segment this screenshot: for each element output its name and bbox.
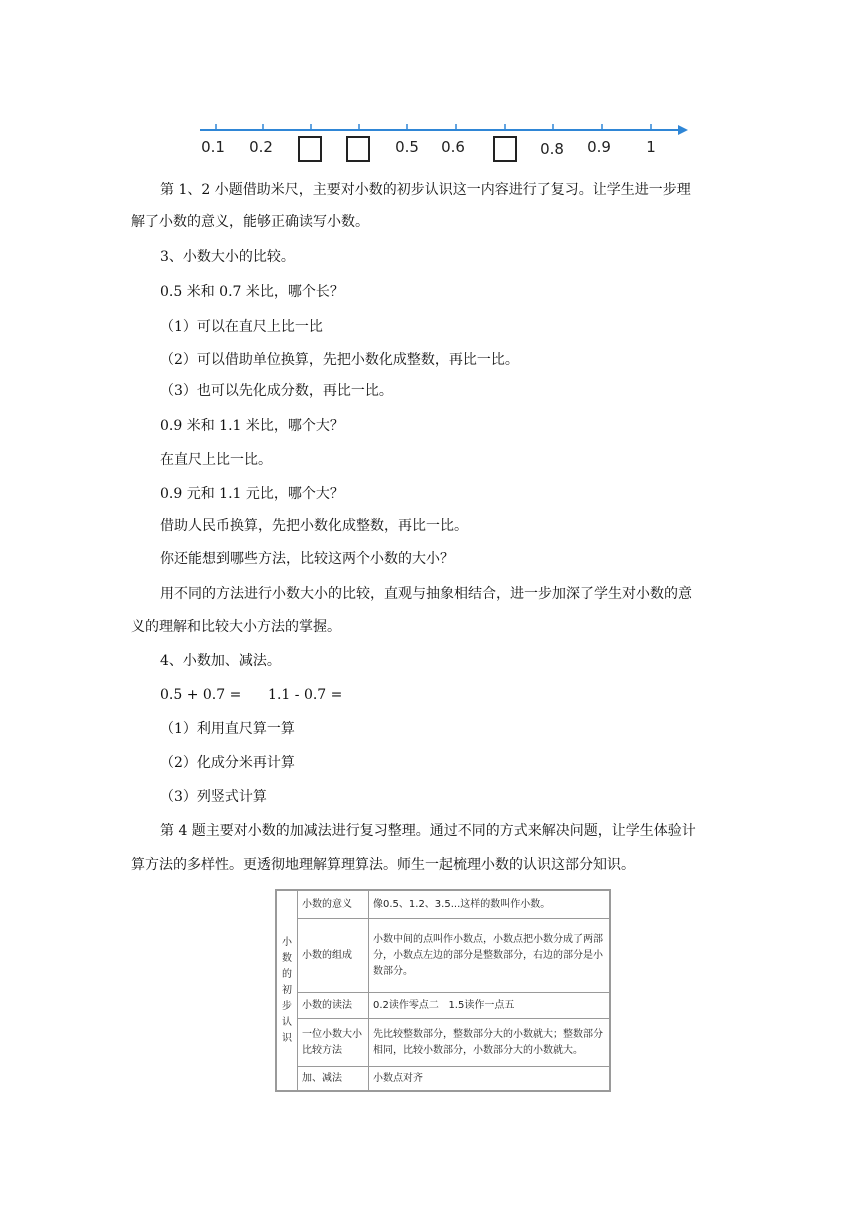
method-item: （1）可以在直尺上比一比 [160, 319, 323, 335]
table-row [277, 1067, 610, 1091]
tick-label: 0.1 [201, 138, 225, 156]
axis-arrow [678, 125, 688, 135]
table-cell-topic: 一位小数大小比较方法 [298, 1019, 369, 1067]
side-char: 的 [282, 968, 292, 980]
method-item: （2）可以借助单位换算，先把小数化成整数，再比一比。 [160, 352, 519, 368]
paragraph-line: 第 4 题主要对小数的加减法进行复习整理。通过不同的方式来解决问题，让学生体验计 [160, 823, 696, 839]
blank-box [493, 136, 517, 162]
table-side-heading [277, 891, 298, 1091]
table-cell-desc: 小数中间的点叫作小数点，小数点把小数分成了两部分，小数点左边的部分是整数部分，右边的部分是小数部分。 [369, 919, 610, 993]
side-char: 识 [282, 1032, 292, 1044]
method-item: （3）也可以先化成分数，再比一比。 [160, 383, 393, 399]
paragraph-line: 用不同的方法进行小数大小的比较，直观与抽象相结合，进一步加深了学生对小数的意 [160, 586, 692, 602]
side-char: 数 [282, 952, 292, 964]
side-char: 步 [282, 1000, 292, 1012]
table-cell-desc: 像0.5、1.2、3.5...这样的数叫作小数。 [369, 891, 610, 919]
method-item: （3）列竖式计算 [160, 789, 267, 805]
paragraph-line: 算方法的多样性。更透彻地理解算理算法。师生一起梳理小数的认识这部分知识。 [131, 857, 635, 873]
blank-box [298, 136, 322, 162]
question: 0.9 米和 1.1 米比，哪个大？ [160, 418, 344, 434]
paragraph-line: 义的理解和比较大小方法的掌握。 [131, 619, 341, 635]
tick-label: 0.8 [540, 140, 564, 158]
table-row [277, 919, 610, 993]
tick-label: 0.9 [587, 138, 611, 156]
table-cell-desc: 0.2读作零点二 1.5读作一点五 [369, 993, 610, 1019]
calc-exercise: 0.5 + 0.7 = 1.1 - 0.7 = [160, 687, 343, 703]
section-title: 3、小数大小的比较。 [160, 249, 295, 265]
tick-label: 1 [646, 138, 656, 156]
summary-table [276, 890, 610, 1091]
method-item: （1）利用直尺算一算 [160, 721, 295, 737]
tick-label: 0.2 [249, 138, 273, 156]
question: 0.5 米和 0.7 米比，哪个长？ [160, 284, 344, 300]
table-cell-topic: 小数的组成 [298, 919, 369, 993]
table-row [277, 1019, 610, 1067]
answer: 在直尺上比一比。 [160, 452, 272, 468]
table-cell-topic: 小数的读法 [298, 993, 369, 1019]
side-char: 小 [282, 936, 292, 948]
side-char: 初 [282, 984, 292, 996]
table-row [277, 891, 610, 919]
number-line [196, 118, 696, 168]
side-char: 认 [282, 1016, 292, 1028]
method-item: （2）化成分米再计算 [160, 755, 295, 771]
table-cell-topic: 加、减法 [298, 1067, 369, 1091]
table-row [277, 993, 610, 1019]
table-cell-desc: 先比较整数部分，整数部分大的小数就大；整数部分相同，比较小数部分，小数部分大的小数就大。 [369, 1019, 610, 1067]
paragraph-line: 解了小数的意义，能够正确读写小数。 [131, 214, 369, 230]
answer: 借助人民币换算，先把小数化成整数，再比一比。 [160, 518, 468, 534]
tick-label: 0.6 [441, 138, 465, 156]
table-cell-topic: 小数的意义 [298, 891, 369, 919]
question: 你还能想到哪些方法，比较这两个小数的大小？ [160, 551, 454, 567]
paragraph-line: 第 1、2 小题借助米尺，主要对小数的初步认识这一内容进行了复习。让学生进一步理 [160, 182, 691, 198]
section-title: 4、小数加、减法。 [160, 653, 281, 669]
blank-box [346, 136, 370, 162]
tick-label: 0.5 [395, 138, 419, 156]
question: 0.9 元和 1.1 元比，哪个大？ [160, 486, 344, 502]
table-cell-desc: 小数点对齐 [369, 1067, 610, 1091]
